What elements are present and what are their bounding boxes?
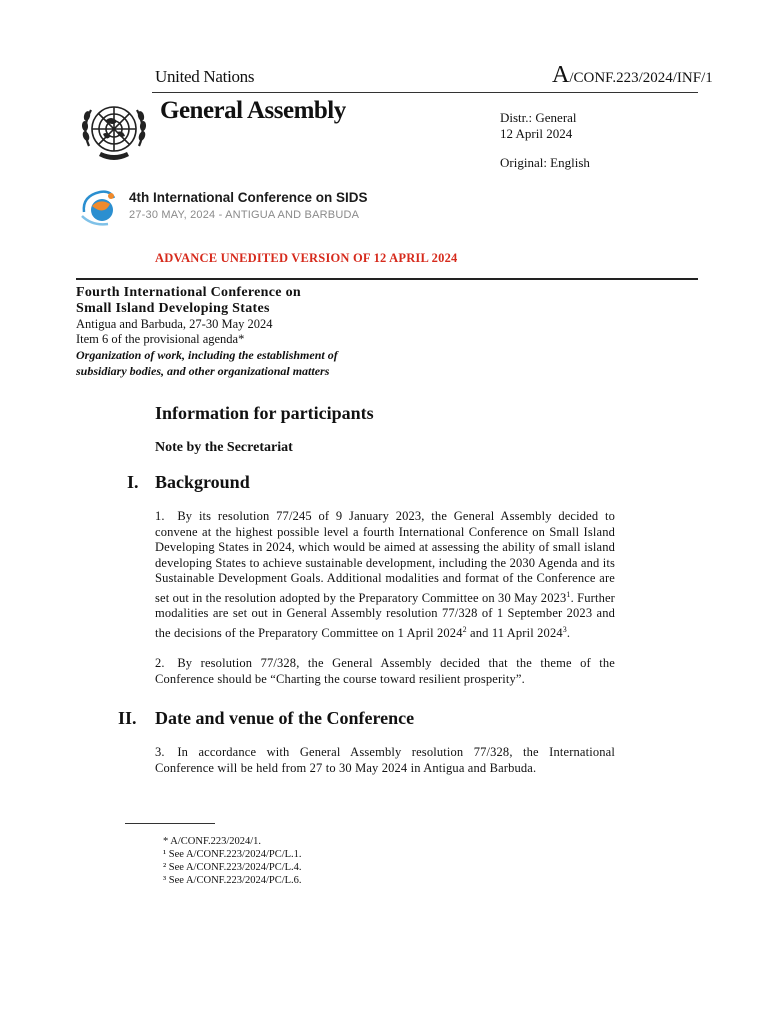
symbol-series-letter: A xyxy=(552,62,570,88)
footnote: ³ See A/CONF.223/2024/PC/L.6. xyxy=(163,875,302,886)
agenda-title-line2: subsidiary bodies, and other organizational matters xyxy=(76,364,330,378)
header-rule xyxy=(152,92,698,93)
distribution-block xyxy=(500,110,590,171)
document-title: Information for participants xyxy=(155,403,374,423)
agenda-item: Item 6 of the provisional agenda* xyxy=(76,332,245,346)
advance-version-notice: ADVANCE UNEDITED VERSION OF 12 APRIL 2024 xyxy=(155,251,458,265)
sids-conference-logo-icon xyxy=(78,188,122,228)
document-symbol xyxy=(552,62,713,89)
paragraph-2: 2. By resolution 77/328, the General Assembly decided that the theme of the Conference should be “Charting the course toward resilient prosperity”. xyxy=(155,656,615,686)
footnote: ¹ See A/CONF.223/2024/PC/L.1. xyxy=(163,849,302,860)
issue-date: 12 April 2024 xyxy=(500,125,573,141)
agenda-title-line1: Organization of work, including the establishment of xyxy=(76,348,338,362)
section-number: II. xyxy=(118,708,137,728)
paragraph-text: 1. By its resolution 77/245 of 9 January 2023, the General Assembly decided to convene at the highest possible level a fourth International Conference on Small Island Developing States in 2024, which would be aimed at assessing the ability of small island developing States to achieve sustainable development, including the 2030 Agenda and its Sustainable Development Goals. Additional modalities and format of the Conference are set out in the resolution adopted by the Preparatory Committee on 30 May 2023 xyxy=(155,509,615,605)
section-number: I. xyxy=(127,472,139,492)
un-emblem-icon xyxy=(75,96,153,166)
meeting-info xyxy=(76,285,338,379)
paragraph-text: . xyxy=(566,625,571,640)
section-title: Background xyxy=(155,472,250,492)
footnote: * A/CONF.223/2024/1. xyxy=(163,836,262,847)
paragraph-text: . Further modalities are set out in General Assembly resolution 77/328 of 1 September 2023 and the decisions of the Preparatory Committee on 1 April 2024 xyxy=(155,590,615,640)
footnote: ² See A/CONF.223/2024/PC/L.4. xyxy=(163,862,302,873)
conference-name-line2: Small Island Developing States xyxy=(76,301,270,316)
original-language: Original: English xyxy=(500,155,590,170)
footnote-rule xyxy=(125,823,215,824)
organ-name: General Assembly xyxy=(160,97,346,124)
document-subtitle: Note by the Secretariat xyxy=(155,440,293,455)
un-label: United Nations xyxy=(155,67,255,86)
symbol-number: /CONF.223/2024/INF/1 xyxy=(569,70,713,86)
conference-banner-subtitle: 27-30 MAY, 2024 - ANTIGUA AND BARBUDA xyxy=(129,209,360,221)
section-title: Date and venue of the Conference xyxy=(155,708,415,728)
paragraph-text: and 11 April 2024 xyxy=(466,625,563,640)
footnote-ref[interactable]: 3 xyxy=(562,624,567,634)
conference-place: Antigua and Barbuda, 27-30 May 2024 xyxy=(76,317,273,331)
distribution: Distr.: General xyxy=(500,110,577,125)
footnote-ref[interactable]: 2 xyxy=(462,624,467,634)
footnote-ref[interactable]: 1 xyxy=(566,589,571,599)
conference-name-line1: Fourth International Conference on xyxy=(76,285,301,300)
meta-rule xyxy=(76,278,698,280)
paragraph-1 xyxy=(155,509,615,641)
paragraph-3: 3. In accordance with General Assembly resolution 77/328, the International Conference will be held from 27 to 30 May 2024 in Antigua and Barbuda. xyxy=(155,745,615,775)
conference-banner-title: 4th International Conference on SIDS xyxy=(129,190,368,205)
